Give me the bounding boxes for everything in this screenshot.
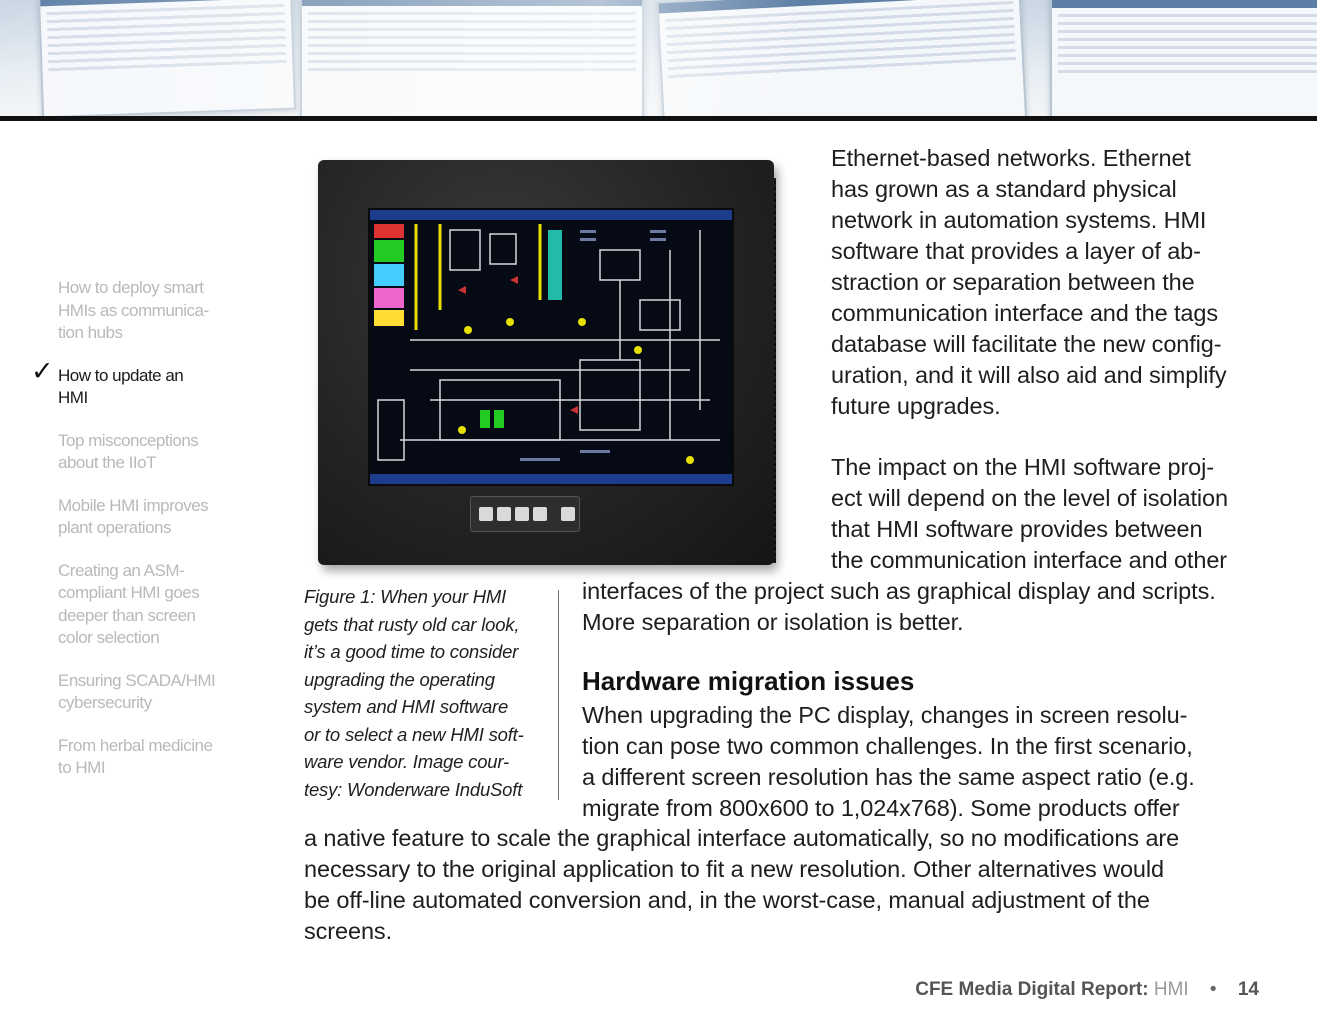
nav-item-label-line: HMIs as communica-: [58, 300, 209, 320]
caption-line: system and HMI software: [304, 696, 509, 717]
nav-item-label-line: compliant HMI goes: [58, 583, 200, 602]
nav-item[interactable]: [58, 560, 238, 650]
nav-item-label-line: tion hubs: [58, 323, 123, 342]
nav-item-label-line: plant operations: [58, 518, 171, 537]
caption-line: upgrading the operating: [304, 668, 495, 690]
body-text-line: future upgrades.: [831, 393, 1001, 419]
figure-caption: [304, 583, 544, 803]
body-text-line: the communication interface and other: [831, 547, 1228, 573]
body-text-line: necessary to the original application to fit a new resolution. Other alternatives would: [304, 856, 1164, 882]
nav-item[interactable]: [31, 355, 238, 410]
nav-item-label-line: about the IIoT: [58, 453, 156, 472]
body-text-line: Ethernet-based networks. Ethernet: [831, 145, 1191, 171]
body-text-line: a native feature to scale the graphical interface automatically, so no modifications are: [304, 825, 1180, 851]
body-text-line: uration, and it will also aid and simplify: [831, 362, 1227, 388]
footer-topic: HMI: [1153, 979, 1189, 1000]
nav-item-label-line: How to deploy smart: [58, 278, 204, 297]
hmi-panel-photo: [306, 150, 796, 570]
checkmark-icon: ✓: [31, 355, 54, 387]
body-text-line: tion can pose two common challenges. In the first scenario,: [582, 733, 1193, 759]
nav-item-label-line: cybersecurity: [58, 693, 152, 712]
body-text-line: interfaces of the project such as graphical display and scripts.: [582, 578, 1216, 604]
nav-item-label-line: Mobile HMI improves: [58, 495, 209, 515]
hmi-screen-display: [368, 208, 734, 486]
body-text-line: The impact on the HMI software proj-: [831, 454, 1214, 480]
caption-line: ware vendor. Image cour-: [304, 751, 509, 772]
body-text-line: has grown as a standard physical: [831, 176, 1177, 202]
caption-line: Figure 1: When your HMI: [304, 586, 507, 607]
nav-item[interactable]: [58, 277, 238, 345]
body-text-line: that HMI software provides between: [831, 516, 1203, 542]
nav-item[interactable]: [58, 495, 238, 540]
body-text-line: When upgrading the PC display, changes in screen resolu-: [582, 702, 1188, 728]
body-text-line: network in automation systems. HMI: [831, 207, 1207, 233]
page-footer: [915, 979, 1259, 1001]
nav-item-label-line: How to update an: [58, 365, 184, 385]
body-text-line: database will facilitate the new config-: [831, 331, 1222, 357]
header-banner-image: [0, 0, 1317, 116]
body-text-line: migrate from 800x600 to 1,024x768). Some products offer: [582, 795, 1180, 821]
sidebar-nav: [31, 277, 238, 800]
body-text-line: More separation or isolation is better.: [582, 609, 964, 635]
body-text-line: software that provides a layer of ab-: [831, 238, 1201, 264]
body-text-line: communication interface and the tags: [831, 300, 1218, 326]
section-heading: Hardware migration issues: [582, 666, 915, 696]
nav-item[interactable]: [58, 430, 238, 475]
body-text-line: a different screen resolution has the same aspect ratio (e.g.: [582, 764, 1195, 790]
body-text-line: ect will depend on the level of isolation: [831, 485, 1228, 511]
nav-item[interactable]: [58, 735, 238, 780]
caption-line: or to select a new HMI soft-: [304, 723, 524, 745]
header-rule: [0, 116, 1317, 121]
nav-item-label-line: Creating an ASM-: [58, 560, 185, 580]
caption-divider: [558, 590, 559, 800]
footer-publication: CFE Media Digital Report:: [915, 979, 1149, 1000]
body-text-line: straction or separation between the: [831, 269, 1195, 295]
nav-item-label-line: deeper than screen: [58, 605, 196, 625]
panel-button-strip: [470, 496, 580, 532]
nav-item-label-line: Top misconceptions: [58, 430, 199, 450]
body-text-line: screens.: [304, 918, 393, 944]
nav-item-label-line: From herbal medicine: [58, 735, 213, 755]
page-number: 14: [1237, 979, 1259, 1000]
caption-line: gets that rusty old car look,: [304, 613, 520, 635]
caption-line: it’s a good time to consider: [304, 641, 519, 662]
caption-line: tesy: Wonderware InduSoft: [304, 778, 523, 800]
nav-item-label-line: to HMI: [58, 758, 106, 777]
nav-item-label-line: Ensuring SCADA/HMI: [58, 670, 216, 690]
nav-item-label-line: color selection: [58, 628, 160, 647]
nav-item-label-line: HMI: [58, 388, 88, 407]
nav-item[interactable]: [58, 670, 238, 715]
body-text-line: be off-line automated conversion and, in the worst-case, manual adjustment of the: [304, 887, 1150, 913]
footer-separator: •: [1209, 979, 1217, 1000]
